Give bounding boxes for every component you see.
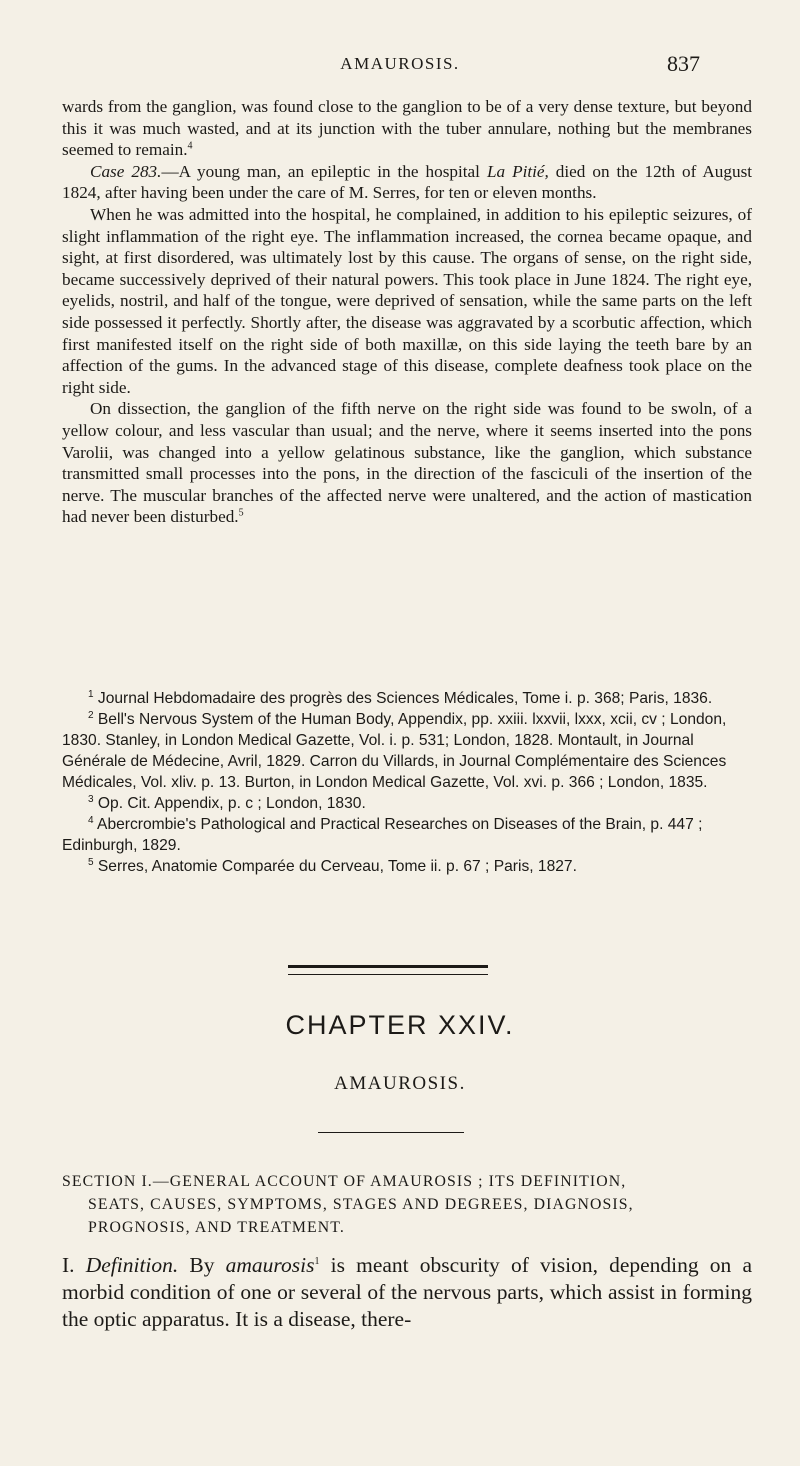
definition-numeral: I. <box>62 1253 75 1277</box>
case-text: died on the 12th of August 1824, after having been under the care of M. Serres, for ten or eleven months. <box>62 161 753 203</box>
section-label: SECTION I. <box>62 1173 153 1190</box>
chapter-title: CHAPTER XXIV. <box>285 1010 515 1040</box>
running-head <box>0 51 800 76</box>
chapter-divider <box>288 965 488 975</box>
footnote-number: 3 <box>88 793 94 805</box>
paragraph: When he was admitted into the hospital, he complained, in addition to his epileptic seizures, of slight inflammation of the right eye. The inflammation increased, the cornea became opaque, and sight, at first disordered, was ultimately lost by this cause. The organs of sense, on the right side, became successively deprived of their natural powers. This took place in June 1824. The right eye, eyelids, nostril, and half of the tongue, were deprived of sensation, while the same parts on the left side possessed it perfectly. Shortly after, the disease was aggravated by a scorbutic affection, which first manifested itself on the right side of both maxillæ, on this side laying the teeth bare by an affection of the gums. In the advanced stage of this disease, complete deafness took place on the right side. <box>62 204 752 397</box>
definition-heading: Definition. <box>85 1253 179 1277</box>
hospital-name: La Pitié, <box>486 161 549 181</box>
footnote-number: 2 <box>88 709 94 721</box>
footnote-ref: 4 <box>187 140 193 152</box>
chapter-subtitle: AMAUROSIS. <box>334 1073 466 1094</box>
footnote-number: 4 <box>88 814 94 826</box>
footnote-number: 5 <box>88 856 94 868</box>
footnote-text: Journal Hebdomadaire des progrès des Sciences Médicales, Tome i. p. 368; Paris, 1836. <box>97 690 713 707</box>
case-label: Case 283. <box>90 161 162 181</box>
footnote-ref: 1 <box>314 1255 320 1267</box>
footnote <box>62 709 752 793</box>
footnote-ref: 5 <box>238 507 244 519</box>
case-text: —A young man, an epileptic in the hospital <box>161 161 487 181</box>
paragraph-text: wards from the ganglion, was found close to the ganglion to be of a very dense texture, but beyond this it was much wasted, and at its junction with the tuber annulare, nothing but the membranes seemed to remain. <box>62 97 752 160</box>
footnote-number: 1 <box>88 688 94 700</box>
section-heading-line: PROGNOSIS, AND TREATMENT. <box>88 1219 345 1236</box>
footnote <box>62 814 752 856</box>
footnote <box>62 688 752 709</box>
footnote <box>62 856 752 877</box>
page-number: 837 <box>667 51 700 76</box>
footnote-text: Bell's Nervous System of the Human Body, Appendix, pp. xxiii. lxxvii, lxxx, xcii, cv ; London, 1830. Stanley, in London Medical Gazette, Vol. i. p. 531; London, 1828. Montault, in Journal Générale de Médecine, Avril, 1829. Carron du Villards, in Journal Complémentaire des Sciences Médicales, Vol. xliv. p. 13. Burton, in London Medical Gazette, Vol. xvi. p. 366 ; London, 1835. <box>62 711 727 791</box>
footnote <box>62 793 752 814</box>
body-text <box>62 96 752 528</box>
section-heading-line: SEATS, CAUSES, SYMPTOMS, STAGES AND DEGREES, DIAGNOSIS, <box>88 1196 634 1213</box>
footnote-text: Op. Cit. Appendix, p. c ; London, 1830. <box>97 795 366 812</box>
section-heading <box>62 1170 752 1239</box>
section-heading-line: —GENERAL ACCOUNT OF AMAUROSIS ; ITS DEFINITION, <box>152 1173 627 1190</box>
paragraph-text: On dissection, the ganglion of the fifth nerve on the right side was found to be swoln, of a yellow colour, and less vascular than usual; and the nerve, where it seems inserted into the pons Varolii, was changed into a yellow gelatinous substance, like the ganglion, which substance transmitted small processes into the pons, in the direction of the fasciculi of the insertion of the nerve. The muscular branches of the affected nerve were unaltered, and the action of mastication had never been disturbed. <box>62 399 752 527</box>
paragraph <box>62 398 752 528</box>
footnote-text: Abercrombie's Pathological and Practical Researches on Diseases of the Brain, p. 447 ; Edinburgh, 1829. <box>62 816 703 854</box>
definition-text: By <box>178 1253 226 1277</box>
running-title: AMAUROSIS. <box>340 54 460 73</box>
section-divider <box>318 1132 464 1133</box>
definition-text: is meant obscurity of vision, depending on a morbid condition of one or several of the nervous parts, which assist in forming the optic apparatus. It is a disease, there- <box>62 1253 753 1331</box>
case-paragraph <box>62 161 752 204</box>
footnote-text: Serres, Anatomie Comparée du Cerveau, Tome ii. p. 67 ; Paris, 1827. <box>97 858 577 875</box>
paragraph-continuation <box>62 96 752 161</box>
definition-paragraph <box>62 1252 752 1333</box>
footnotes <box>62 688 752 877</box>
definition-term: amaurosis <box>225 1253 315 1277</box>
